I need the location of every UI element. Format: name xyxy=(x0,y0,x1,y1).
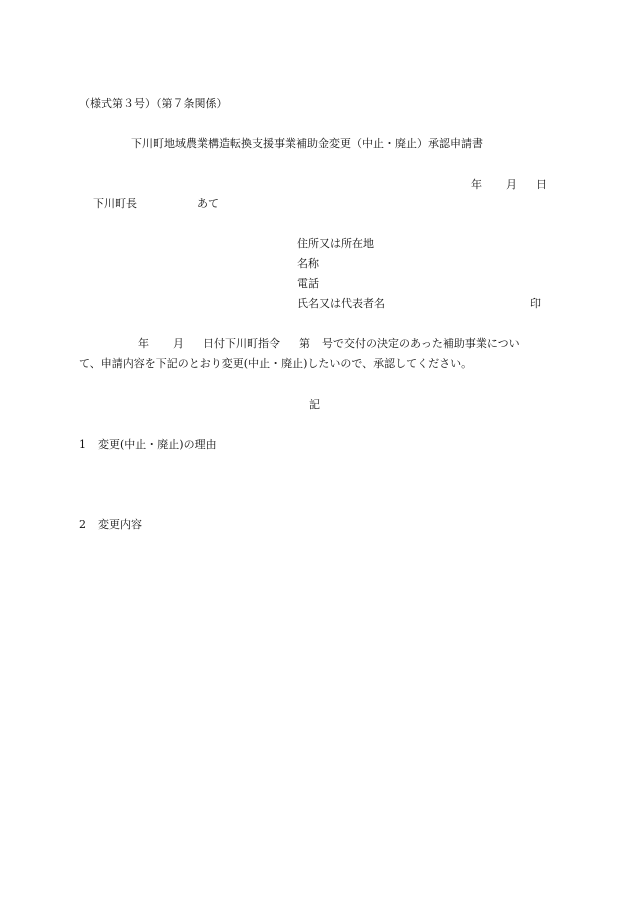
item-content xyxy=(79,518,142,532)
document-title: 下川町地域農業構造転換支援事業補助金変更（中止・廃止）承認申請書 xyxy=(131,137,483,150)
date-month: 月 xyxy=(506,178,517,191)
addressee xyxy=(93,197,219,211)
item-reason xyxy=(79,438,217,452)
item-number: 2 xyxy=(79,518,86,531)
seal-mark: 印 xyxy=(530,297,541,310)
body-year: 年 xyxy=(138,337,149,350)
body-month: 月 xyxy=(173,337,184,350)
applicant-name-label: 名称 xyxy=(297,257,319,270)
body-number-prefix: 第 xyxy=(299,337,310,350)
ki-heading: 記 xyxy=(309,398,320,411)
date-line xyxy=(471,178,547,192)
item-number: 1 xyxy=(79,438,86,451)
date-day: 日 xyxy=(536,178,547,191)
body-date-ref: 日付下川町指令 xyxy=(203,337,280,350)
addressee-name: 下川町長 xyxy=(93,197,137,210)
addressee-suffix: あて xyxy=(197,197,219,210)
item-label: 変更内容 xyxy=(98,518,142,531)
body-line1-rest: 号で交付の決定のあった補助事業につい xyxy=(322,337,520,350)
applicant-phone-label: 電話 xyxy=(297,277,319,290)
item-label: 変更(中止・廃止)の理由 xyxy=(98,438,217,451)
date-year: 年 xyxy=(471,178,482,191)
form-label: （様式第３号）（第７条関係） xyxy=(79,97,228,110)
body-line-1 xyxy=(138,337,520,351)
body-line-2: て、申請内容を下記のとおり変更(中止・廃止)したいので、承認してください。 xyxy=(79,357,473,370)
applicant-address-label: 住所又は所在地 xyxy=(297,237,374,250)
applicant-representative-label: 氏名又は代表者名 xyxy=(297,297,385,310)
